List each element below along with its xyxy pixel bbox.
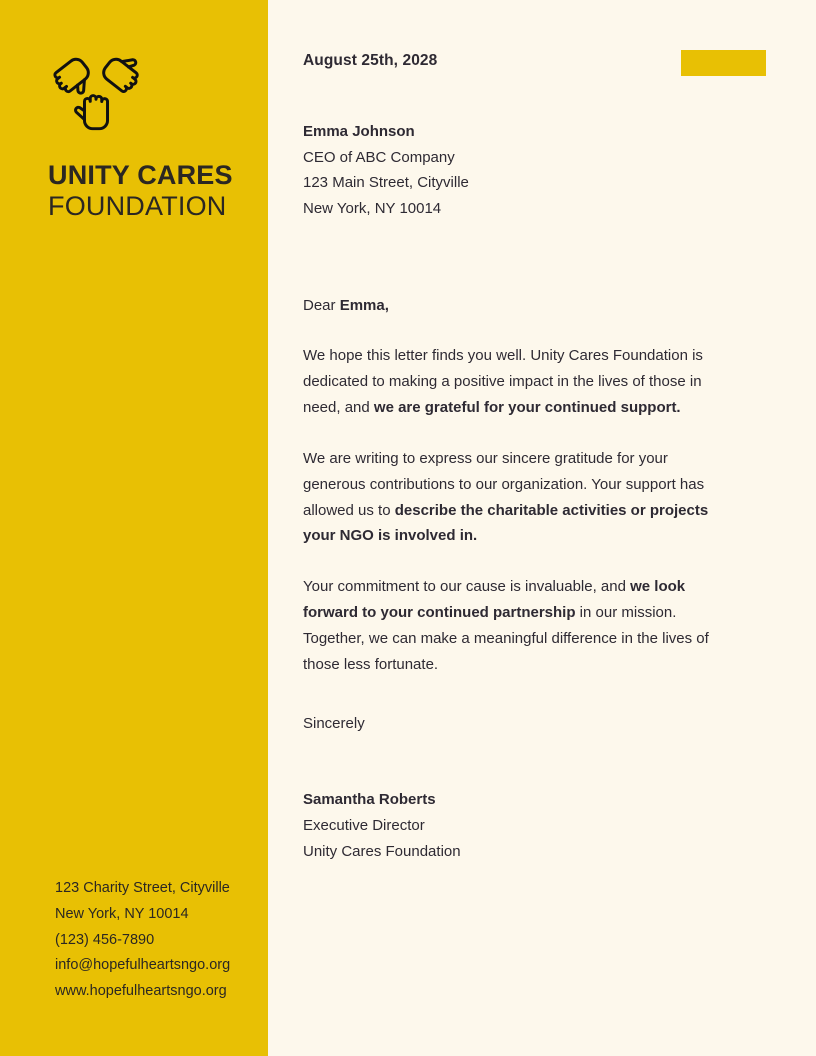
salutation-prefix: Dear xyxy=(303,297,340,314)
accent-rectangle xyxy=(681,50,766,76)
brand-lockup xyxy=(48,48,248,221)
recipient-name: Emma Johnson xyxy=(303,123,415,140)
body-paragraph-2 xyxy=(303,446,728,550)
body-paragraph-1 xyxy=(303,343,728,421)
paragraph-3-text-b: in our mission. Together, we can make a meaningful difference in the lives of those less fortunate. xyxy=(303,604,709,674)
three-hands-icon xyxy=(48,48,144,146)
footer-contact-block xyxy=(55,876,265,1005)
contact-city-state-zip: New York, NY 10014 xyxy=(55,905,189,922)
body-paragraph-3 xyxy=(303,574,728,678)
recipient-street: 123 Main Street, Cityville xyxy=(303,174,469,192)
signer-name: Samantha Roberts xyxy=(303,791,436,808)
recipient-city-state-zip: New York, NY 10014 xyxy=(303,199,442,217)
signature-block xyxy=(303,787,461,865)
contact-street: 123 Charity Street, Cityville xyxy=(55,880,230,896)
brand-name-line1: UNITY CARES xyxy=(48,160,233,190)
salutation xyxy=(303,293,389,319)
recipient-title: CEO of ABC Company xyxy=(303,148,455,166)
recipient-address-block xyxy=(303,119,469,221)
signer-title: Executive Director xyxy=(303,816,425,834)
contact-phone[interactable]: (123) 456-7890 xyxy=(55,931,155,948)
paragraph-1-emphasis: we are grateful for your continued support. xyxy=(373,398,681,416)
signer-organization: Unity Cares Foundation xyxy=(303,842,461,860)
paragraph-1-text-a: We hope this letter finds you well. Unity Cares Foundation is dedicated to making a positive impact in the lives of those in need, and xyxy=(303,347,703,416)
letter-date: August 25th, 2028 xyxy=(303,52,438,69)
closing-line: Sincerely xyxy=(303,715,365,732)
paragraph-3-text-a: Your commitment to our cause is invaluable, and xyxy=(303,578,631,596)
paragraph-2-emphasis: describe the charitable activities or projects your NGO is involved in. xyxy=(303,501,709,545)
letter-content xyxy=(303,0,773,1056)
brand-sidebar xyxy=(0,0,268,1056)
paragraph-3-emphasis: we look forward to your continued partnership xyxy=(303,578,686,622)
letter-body xyxy=(303,343,728,678)
salutation-name: Emma, xyxy=(339,297,389,314)
brand-name-line2: FOUNDATION xyxy=(48,190,227,221)
contact-website[interactable]: www.hopefulheartsngo.org xyxy=(55,983,227,1000)
paragraph-2-text-a: We are writing to express our sincere gratitude for your generous contributions to our organization. Your support has allowed us to xyxy=(303,449,705,519)
contact-email[interactable]: info@hopefulheartsngo.org xyxy=(55,957,231,974)
